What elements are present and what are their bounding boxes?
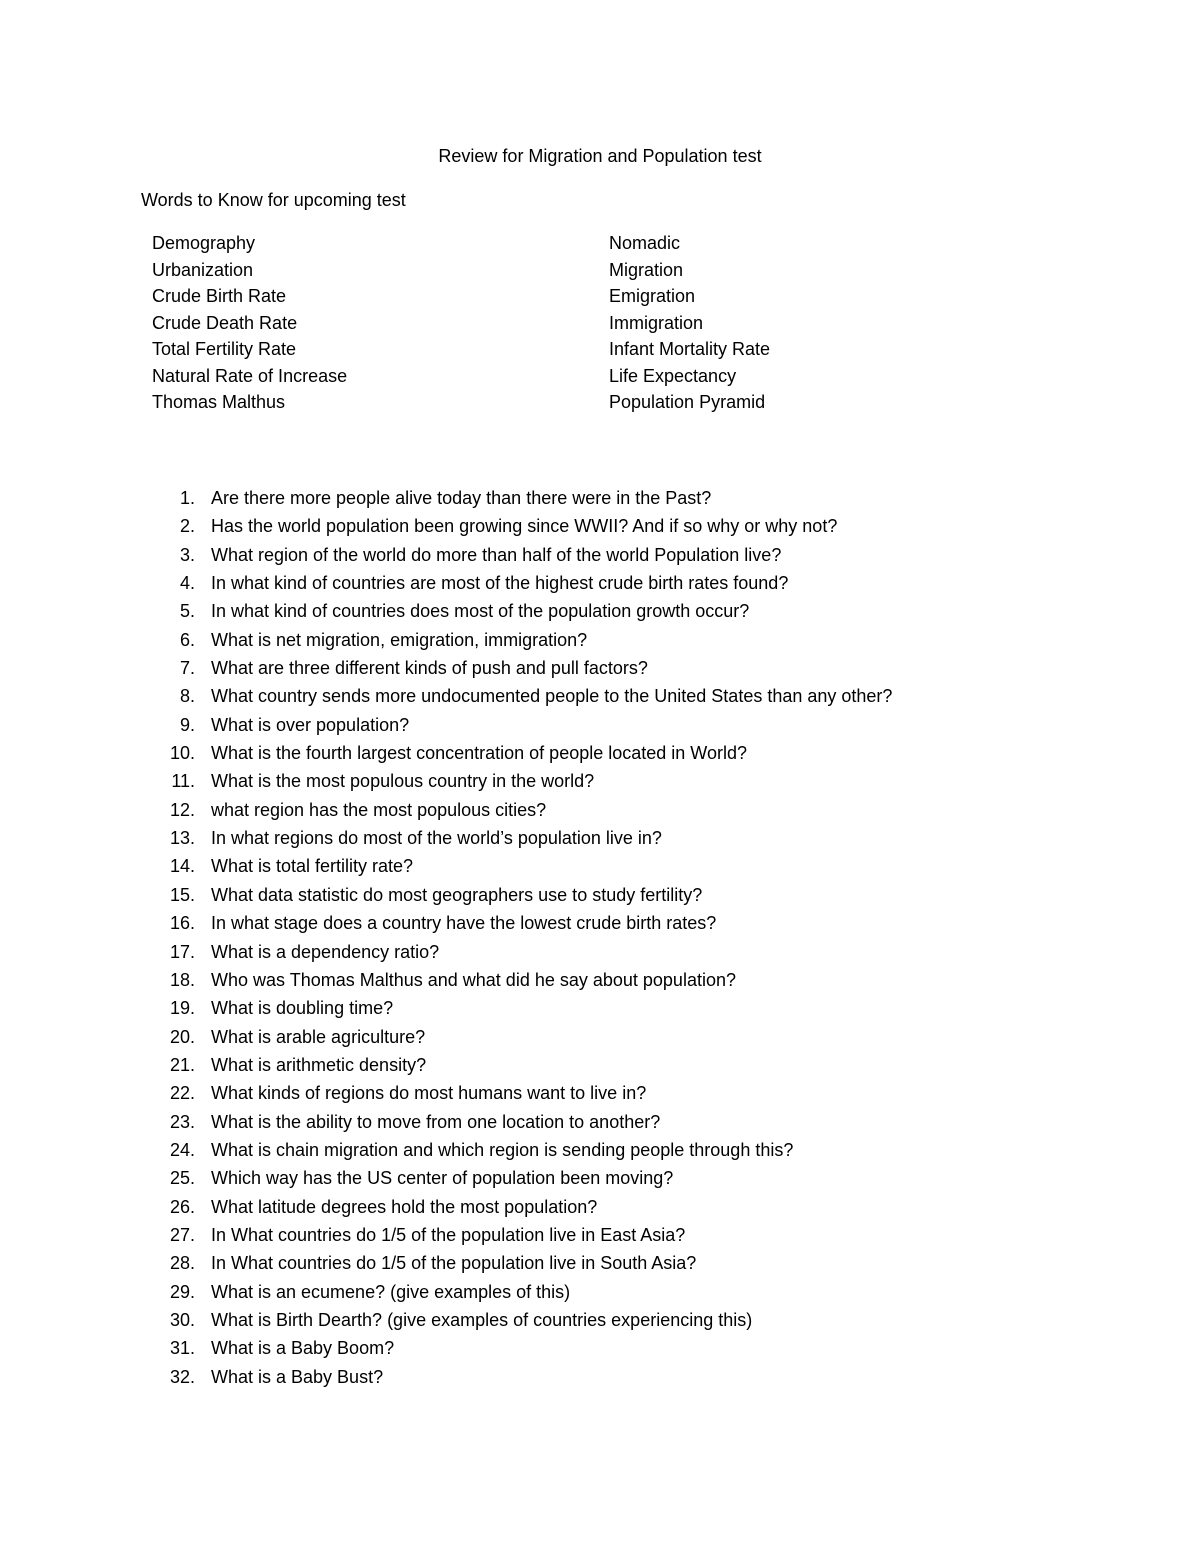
- question-number: 22.: [169, 1083, 195, 1104]
- question-text: What is chain migration and which region is sending people through this?: [211, 1139, 794, 1160]
- question-text: What is total fertility rate?: [211, 856, 414, 877]
- question-number: 11.: [171, 771, 195, 792]
- question-text: In What countries do 1/5 of the population live in South Asia?: [211, 1253, 697, 1274]
- question-number: 9.: [179, 714, 195, 735]
- question-number: 7.: [179, 658, 195, 679]
- term-item: Urbanization: [152, 259, 254, 280]
- question-number: 26.: [169, 1196, 195, 1217]
- question-number: 16.: [169, 913, 195, 934]
- term-item: Immigration: [609, 312, 704, 333]
- question-text: What is an ecumene? (give examples of this): [211, 1281, 571, 1302]
- question-number: 17.: [169, 941, 195, 962]
- question-text: What is doubling time?: [211, 998, 394, 1019]
- question-number: 6.: [179, 629, 195, 650]
- term-item: Crude Birth Rate: [152, 286, 287, 306]
- question-number: 5.: [179, 601, 195, 622]
- question-number: 24.: [169, 1139, 195, 1160]
- question-text: What is over population?: [211, 714, 410, 735]
- question-text: What is net migration, emigration, immigration?: [211, 629, 588, 650]
- question-number: 28.: [169, 1253, 195, 1274]
- question-text: What is Birth Dearth? (give examples of countries experiencing this): [211, 1309, 753, 1330]
- term-item: Crude Death Rate: [152, 312, 298, 333]
- question-number: 2.: [179, 516, 195, 537]
- question-number: 14.: [169, 856, 195, 877]
- question-text: What is a Baby Bust?: [211, 1366, 384, 1387]
- page-title: Review for Migration and Population test: [438, 146, 762, 166]
- question-text: In what regions do most of the world’s population live in?: [211, 828, 662, 849]
- term-item: Infant Mortality Rate: [609, 339, 771, 359]
- question-text: In What countries do 1/5 of the population live in East Asia?: [211, 1224, 686, 1245]
- question-number: 30.: [169, 1309, 195, 1330]
- terms-list-right: [609, 231, 770, 417]
- question-number: 3.: [179, 544, 195, 565]
- question-number: 18.: [169, 969, 195, 990]
- question-text: Are there more people alive today than there were in the Past?: [211, 488, 712, 508]
- question-text: What data statistic do most geographers use to study fertility?: [211, 884, 703, 905]
- question-number: 13.: [169, 828, 195, 849]
- question-text: Has the world population been growing since WWII? And if so why or why not?: [211, 516, 838, 537]
- term-item: Life Expectancy: [609, 365, 737, 386]
- question-number: 15.: [169, 884, 195, 905]
- question-text: what region has the most populous cities?: [211, 799, 547, 820]
- words-to-know-heading: Words to Know for upcoming test: [141, 190, 406, 210]
- question-number: 29.: [169, 1281, 195, 1302]
- question-text: What country sends more undocumented people to the United States than any other?: [211, 686, 893, 707]
- question-text: What is arable agriculture?: [211, 1026, 426, 1047]
- question-text: What is the fourth largest concentration of people located in World?: [211, 743, 747, 764]
- question-number: 31.: [169, 1338, 195, 1359]
- question-number: 1.: [179, 488, 195, 508]
- question-text: What is arithmetic density?: [211, 1054, 427, 1075]
- question-number: 21.: [169, 1054, 195, 1075]
- question-text: In what kind of countries does most of the population growth occur?: [211, 601, 750, 622]
- question-text: What kinds of regions do most humans want to live in?: [211, 1083, 647, 1104]
- question-text: What region of the world do more than half of the world Population live?: [211, 544, 782, 565]
- question-text: What is the most populous country in the world?: [211, 771, 595, 792]
- question-text: What latitude degrees hold the most population?: [211, 1196, 598, 1217]
- question-text: What are three different kinds of push and pull factors?: [211, 658, 648, 679]
- question-number: 8.: [179, 686, 195, 707]
- term-item: Nomadic: [609, 233, 681, 253]
- question-number: 27.: [169, 1224, 195, 1245]
- question-number: 20.: [169, 1026, 195, 1047]
- question-number: 32.: [169, 1366, 195, 1387]
- term-item: Migration: [609, 259, 684, 280]
- term-item: Population Pyramid: [609, 392, 766, 412]
- question-number: 4.: [179, 573, 195, 594]
- question-number: 19.: [169, 998, 195, 1019]
- question-number: 25.: [169, 1168, 195, 1189]
- term-item: Emigration: [609, 286, 696, 306]
- question-number: 23.: [169, 1111, 195, 1132]
- term-item: Demography: [152, 233, 256, 253]
- question-number: 10.: [169, 743, 195, 764]
- question-text: Who was Thomas Malthus and what did he say about population?: [211, 969, 736, 990]
- question-text: What is a Baby Boom?: [211, 1338, 395, 1359]
- term-item: Total Fertility Rate: [152, 339, 297, 359]
- term-item: Natural Rate of Increase: [152, 365, 348, 386]
- question-text: What is a dependency ratio?: [211, 941, 440, 962]
- question-text: In what stage does a country have the lowest crude birth rates?: [211, 913, 717, 934]
- term-item: Thomas Malthus: [152, 392, 286, 412]
- terms-list-left: [152, 231, 347, 417]
- question-text: Which way has the US center of population been moving?: [211, 1168, 674, 1189]
- question-text: In what kind of countries are most of the highest crude birth rates found?: [211, 573, 789, 594]
- question-text: What is the ability to move from one location to another?: [211, 1111, 661, 1132]
- question-number: 12.: [169, 799, 195, 820]
